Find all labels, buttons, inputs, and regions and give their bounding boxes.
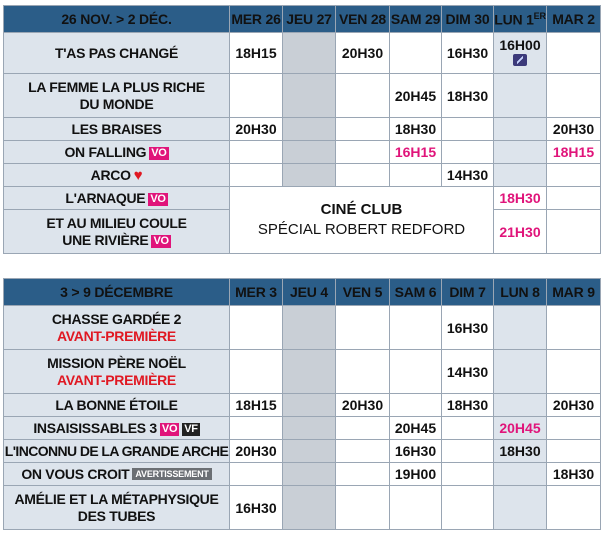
film-title: LA BONNE ÉTOILE	[4, 394, 230, 417]
film-title: ARCO ♥	[4, 164, 230, 187]
table-row	[4, 486, 601, 530]
day-header: LUN 8	[494, 279, 547, 306]
day-header: LUN 1ER	[494, 6, 547, 33]
film-title: ON VOUS CROIT AVERTISSEMENT	[4, 463, 230, 486]
film-title: L'ARNAQUE VO	[4, 187, 230, 210]
vo-badge: VO	[151, 146, 167, 159]
showtime	[230, 164, 283, 187]
showtime: 19H00	[390, 463, 442, 486]
showtime	[336, 306, 390, 350]
film-title: LES BRAISES	[4, 118, 230, 141]
showtime: 16H30	[442, 33, 494, 74]
table-row	[4, 350, 601, 394]
film-title: INSAISISSABLES 3 VO VF	[4, 417, 230, 440]
showtime	[442, 486, 494, 530]
showtime: 20H30	[547, 118, 601, 141]
showtime	[283, 141, 336, 164]
showtime	[390, 394, 442, 417]
showtime	[336, 417, 390, 440]
showtime	[494, 74, 547, 118]
showtime: 16H30	[230, 486, 283, 530]
table-row	[4, 118, 601, 141]
cine-club-banner	[230, 187, 494, 254]
showtime	[442, 141, 494, 164]
showtime	[494, 306, 547, 350]
showtime	[336, 141, 390, 164]
showtime	[230, 141, 283, 164]
showtime	[494, 164, 547, 187]
showtime: 20H30	[336, 33, 390, 74]
film-title: L'INCONNU DE LA GRANDE ARCHE	[4, 440, 230, 463]
week-range: 26 NOV. > 2 DÉC.	[4, 6, 230, 33]
showtime	[336, 164, 390, 187]
showtime	[547, 164, 601, 187]
film-title: ON FALLING VO	[4, 141, 230, 164]
showtime	[336, 486, 390, 530]
showtime	[230, 417, 283, 440]
showtime	[547, 486, 601, 530]
day-header: MAR 2	[547, 6, 601, 33]
schedule-week-1	[3, 5, 601, 254]
showtime	[283, 164, 336, 187]
avant-premiere-label: AVANT-PREMIÈRE	[57, 327, 176, 344]
showtime: 16H30	[442, 306, 494, 350]
showtime	[494, 141, 547, 164]
showtime: 14H30	[442, 164, 494, 187]
showtime	[442, 118, 494, 141]
showtime	[283, 486, 336, 530]
day-header: VEN 5	[336, 279, 390, 306]
showtime: 16H00	[494, 33, 547, 74]
showtime: 20H30	[230, 118, 283, 141]
showtime	[547, 350, 601, 394]
showtime	[390, 164, 442, 187]
showtime	[547, 210, 601, 254]
showtime: 16H15	[390, 141, 442, 164]
showtime	[494, 350, 547, 394]
table-row	[4, 74, 601, 118]
showtime	[230, 74, 283, 118]
film-title: LA FEMME LA PLUS RICHE DU MONDE	[4, 74, 230, 118]
day-header: SAM 29	[390, 6, 442, 33]
showtime: 20H30	[547, 394, 601, 417]
showtime	[230, 306, 283, 350]
showtime	[547, 417, 601, 440]
table-row	[4, 394, 601, 417]
film-title: ET AU MILIEU COULE UNE RIVIÈRE VO	[4, 210, 230, 254]
showtime	[390, 33, 442, 74]
showtime: 18H30	[390, 118, 442, 141]
showtime	[547, 440, 601, 463]
heart-icon: ♥	[133, 166, 143, 184]
showtime	[283, 463, 336, 486]
table-row	[4, 141, 601, 164]
day-header: VEN 28	[336, 6, 390, 33]
showtime: 21H30	[494, 210, 547, 254]
showtime	[230, 350, 283, 394]
film-title: CHASSE GARDÉE 2 AVANT-PREMIÈRE	[4, 306, 230, 350]
showtime: 16H30	[390, 440, 442, 463]
showtime: 18H30	[494, 440, 547, 463]
showtime: 20H45	[390, 417, 442, 440]
header-row	[4, 6, 601, 33]
day-header: DIM 30	[442, 6, 494, 33]
showtime	[390, 486, 442, 530]
day-header: MER 3	[230, 279, 283, 306]
showtime	[283, 394, 336, 417]
table-row	[4, 187, 601, 210]
showtime	[283, 74, 336, 118]
avant-premiere-label: AVANT-PREMIÈRE	[57, 371, 176, 388]
showtime	[283, 306, 336, 350]
showtime	[494, 394, 547, 417]
showtime	[283, 440, 336, 463]
showtime	[336, 118, 390, 141]
showtime	[547, 187, 601, 210]
showtime	[283, 417, 336, 440]
showtime	[283, 118, 336, 141]
showtime: 20H45	[390, 74, 442, 118]
showtime: 18H15	[547, 141, 601, 164]
showtime	[336, 350, 390, 394]
showtime: 18H30	[547, 463, 601, 486]
showtime	[336, 74, 390, 118]
showtime	[442, 440, 494, 463]
day-header: SAM 6	[390, 279, 442, 306]
film-title: MISSION PÈRE NOËL AVANT-PREMIÈRE	[4, 350, 230, 394]
audio-description-icon	[513, 54, 527, 66]
table-row	[4, 33, 601, 74]
vo-badge: VO	[153, 234, 169, 247]
showtime	[336, 440, 390, 463]
table-row	[4, 417, 601, 440]
day-header: MAR 9	[547, 279, 601, 306]
vf-badge: VF	[184, 422, 198, 435]
showtime	[390, 306, 442, 350]
showtime: 14H30	[442, 350, 494, 394]
showtime	[494, 463, 547, 486]
table-row	[4, 306, 601, 350]
showtime: 18H30	[442, 394, 494, 417]
table-row	[4, 164, 601, 187]
table-row	[4, 463, 601, 486]
showtime	[442, 417, 494, 440]
schedule-week-2	[3, 278, 601, 530]
showtime: 18H15	[230, 394, 283, 417]
avertissement-badge: AVERTISSEMENT	[132, 468, 211, 480]
showtime	[283, 350, 336, 394]
cine-club-subtitle: SPÉCIAL ROBERT REDFORD	[257, 221, 466, 238]
showtime: 20H45	[494, 417, 547, 440]
showtime	[494, 118, 547, 141]
showtime: 20H30	[336, 394, 390, 417]
film-title: T'AS PAS CHANGÉ	[4, 33, 230, 74]
day-header: DIM 7	[442, 279, 494, 306]
showtime	[547, 74, 601, 118]
vo-badge: VO	[150, 192, 166, 205]
day-header: JEU 4	[283, 279, 336, 306]
showtime: 18H30	[494, 187, 547, 210]
table-row	[4, 440, 601, 463]
film-title: AMÉLIE ET LA MÉTAPHYSIQUE DES TUBES	[4, 486, 230, 530]
showtime: 20H30	[230, 440, 283, 463]
showtime: 18H30	[442, 74, 494, 118]
showtime	[390, 350, 442, 394]
day-header: JEU 27	[283, 6, 336, 33]
day-header: MER 26	[230, 6, 283, 33]
showtime	[547, 33, 601, 74]
header-row	[4, 279, 601, 306]
showtime: 18H15	[230, 33, 283, 74]
showtime	[494, 486, 547, 530]
cine-club-title: CINÉ CLUB	[320, 201, 403, 218]
showtime	[336, 463, 390, 486]
showtime	[230, 463, 283, 486]
week-range: 3 > 9 DÉCEMBRE	[4, 279, 230, 306]
showtime	[442, 463, 494, 486]
vo-badge: VO	[161, 422, 178, 435]
showtime	[283, 33, 336, 74]
showtime	[547, 306, 601, 350]
